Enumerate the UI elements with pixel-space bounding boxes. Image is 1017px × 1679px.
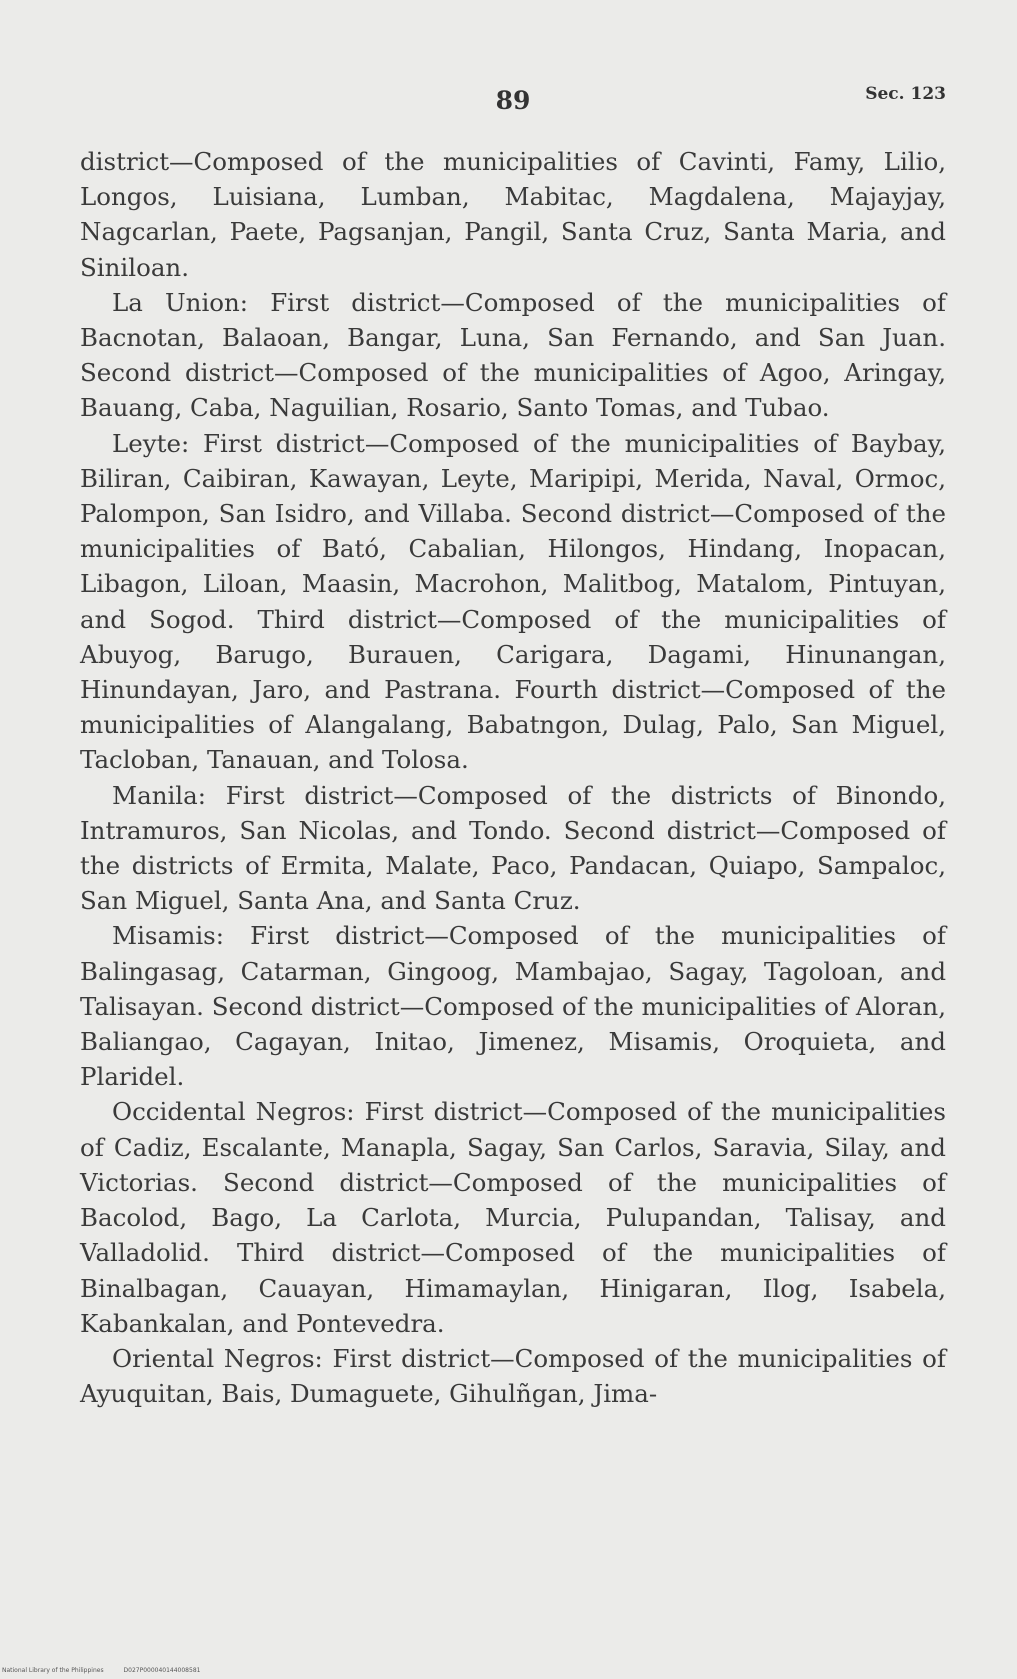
section-reference: Sec. 123 (865, 84, 946, 104)
paragraph-leyte: Leyte: First district—Composed of the municipalities of Baybay, Biliran, Caibiran, Kawayan, Leyte, Maripipi, Merida, Naval, Ormoc, Palompon, San Isidro, and Villaba. Second district—Composed of the municipalities of Bató, Cabalian, Hilongos, Hindang, Inopacan, Libagon, Liloan, Maasin, Macrohon, Malitbog, Matalom, Pintuyan, and Sogod. Third district—Composed of the municipalities of Abuyog, Barugo, Burauen, Carigara, Dagami, Hinunangan, Hinundayan, Jaro, and Pastrana. Fourth district—Composed of the municipalities of Alangalang, Babatngon, Dulag, Palo, San Miguel, Tacloban, Tanauan, and Tolosa. (80, 428, 946, 775)
paragraph-laguna-continuation: district—Composed of the municipalities of Cavinti, Famy, Lilio, Longos, Luisiana, Lumban, Mabitac, Magdalena, Majayjay, Nagcarlan, Paete, Pagsanjan, Pangil, Santa Cruz, Santa Maria, and Siniloan. (80, 147, 946, 282)
footer-item-code: D027P000040144008581 (123, 1667, 201, 1674)
page-header (80, 80, 946, 120)
page-number: 89 (495, 86, 531, 115)
body-text (80, 144, 946, 1411)
paragraph-occidental-negros: Occidental Negros: First district—Composed of the municipalities of Cadiz, Escalante, Manapla, Sagay, San Carlos, Saravia, Silay, and Victorias. Second district—Composed of the municipalities of Bacolod, Bago, La Carlota, Murcia, Pulupandan, Talisay, and Valladolid. Third district—Composed of the municipalities of Binalbagan, Cauayan, Himamaylan, Hinigaran, Ilog, Isabela, Kabankalan, and Pontevedra. (80, 1097, 946, 1338)
paragraph-manila: Manila: First district—Composed of the districts of Binondo, Intramuros, San Nicolas, and Tondo. Second district—Composed of the districts of Ermita, Malate, Paco, Pandacan, Quiapo, Sampaloc, San Miguel, Santa Ana, and Santa Cruz. (80, 780, 946, 916)
paragraph-oriental-negros: Oriental Negros: First district—Composed of the municipalities of Ayuquitan, Bais, Dumaguete, Gihulñgan, Jima- (80, 1343, 946, 1409)
paragraph-misamis: Misamis: First district—Composed of the municipalities of Balingasag, Catarman, Gingoog, Mambajao, Sagay, Tagoloan, and Talisayan. Second district—Composed of the municipalities of Aloran, Baliangao, Cagayan, Initao, Jimenez, Misamis, Oroquieta, and Plaridel. (80, 921, 946, 1092)
footer-source: National Library of the Philippines (2, 1667, 104, 1674)
scan-footer (2, 1667, 218, 1674)
paragraph-la-union: La Union: First district—Composed of the municipalities of Bacnotan, Balaoan, Bangar, Luna, San Fernando, and San Juan. Second district—Composed of the municipalities of Agoo, Aringay, Bauang, Caba, Naguilian, Rosario, Santo Tomas, and Tubao. (80, 287, 946, 423)
